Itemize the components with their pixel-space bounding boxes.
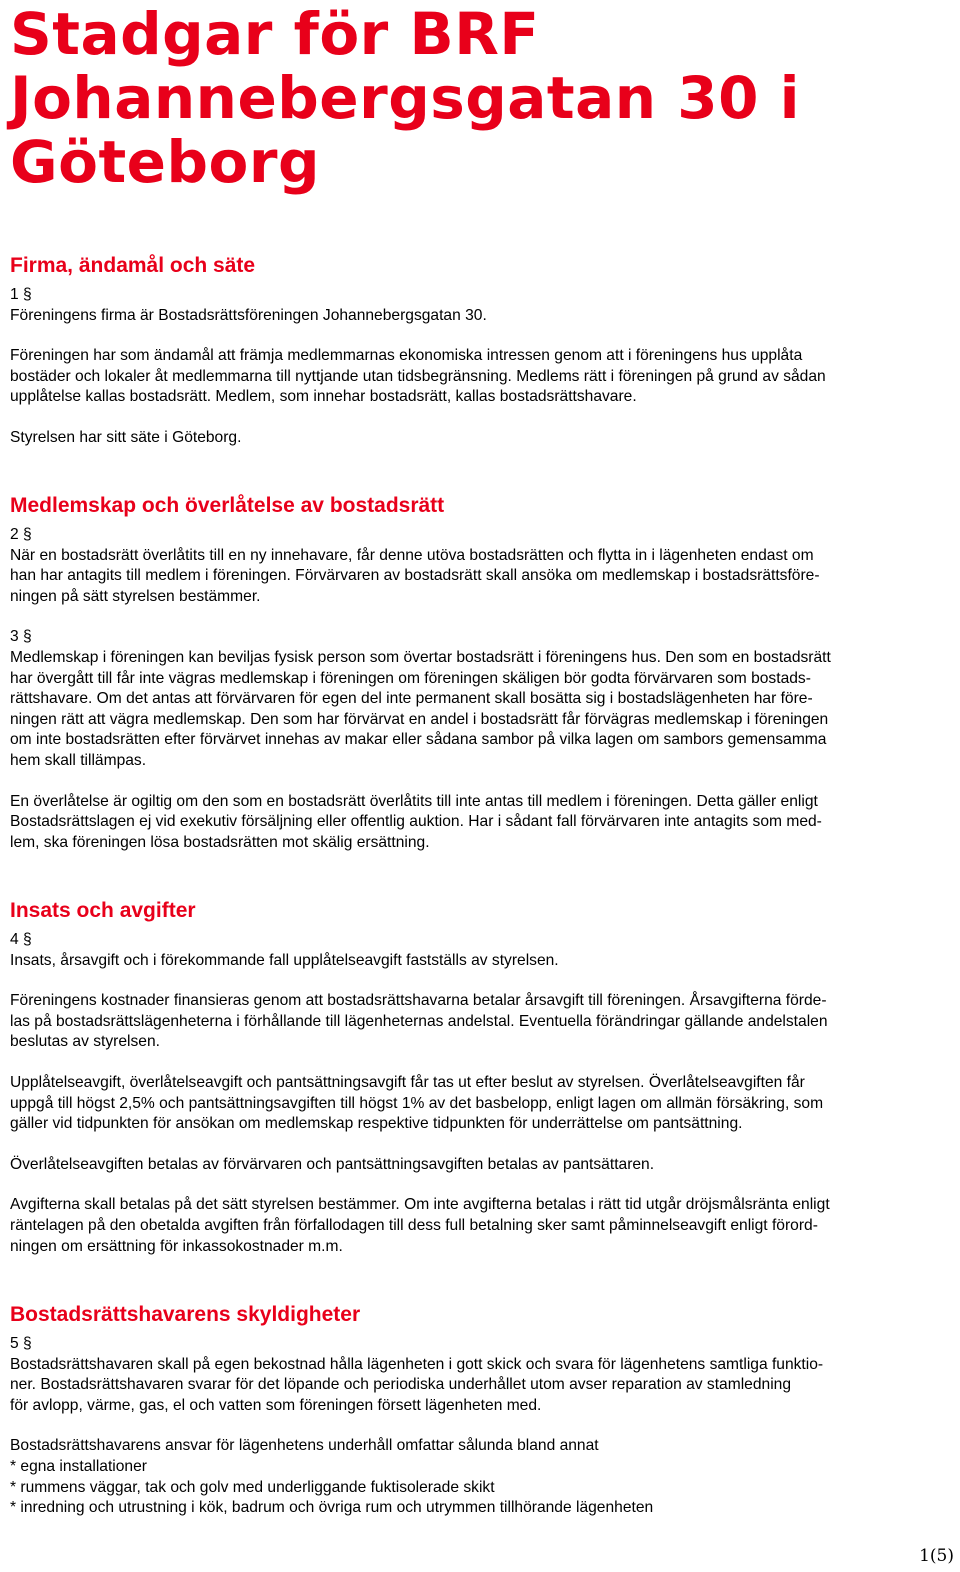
section-heading: Firma, ändamål och säte: [10, 254, 256, 277]
paragraph: 4 § Insats, årsavgift och i förekommande fall upplåtelseavgift fastställs av styrelsen.: [10, 931, 559, 969]
section-firma: [10, 253, 952, 449]
paragraph: 5 § Bostadsrättshavaren skall på egen bekostnad hålla lägenheten i gott skick och svara för lägenhetens samtliga funktio- ner. Bostadsrättshavaren svarar för det löpande och periodiska underhållet utom avser reparation av stamledning för avlopp, värme, gas, el och vatten som föreningen försett lägenheten med.: [10, 1335, 824, 1414]
paragraph: Överlåtelseavgiften betalas av förvärvaren och pantsättningsavgiften betalas av pantsättaren.: [10, 1155, 655, 1173]
section-heading: Insats och avgifter: [10, 899, 196, 922]
paragraph: 2 § När en bostadsrätt överlåtits till en ny innehavare, får denne utöva bostadsrätten och flytta in i lägenheten endast om han har antagits till medlem i föreningen. Förvärvaren av bostadsrätt skall ansöka om medlemskap i bostadsrättsföre- ningen på sätt styrelsen bestämmer.: [10, 526, 820, 605]
paragraph: 1 § Föreningens firma är Bostadsrättsföreningen Johannebergsgatan 30.: [10, 286, 487, 324]
paragraph: Upplåtelseavgift, överlåtelseavgift och pantsättningsavgift får tas ut efter beslut av styrelsen. Överlåtelseavgiften får uppgå till högst 2,5% och pantsättningsavgiften till högst 1% av det basbelopp, enligt lagen om allmän försäkring, som gäller vid tidpunkten för ansökan om medlemskap respektive tidpunkten för underrättelse om pantsättning.: [10, 1073, 824, 1133]
paragraph: Bostadsrättshavarens ansvar för lägenhetens underhåll omfattar sålunda bland annat * egna installationer * rummens väggar, tak och golv med underliggande fuktisolerade skikt * inredning och utrustning i kök, badrum och övriga rum och utrymmen tillhörande lägenheten: [10, 1437, 654, 1517]
paragraph: Avgifterna skall betalas på det sätt styrelsen bestämmer. Om inte avgifterna betalas i rätt tid utgår dröjsmålsränta enligt räntelagen på den obetalda avgiften från förfallodagen till dess full betalning sker samt påminnelseavgift enligt förord- ningen om ersättning för inkassokostnader m.m.: [10, 1196, 830, 1255]
paragraph: Föreningen har som ändamål att främja medlemmarnas ekonomiska intressen genom att i föreningens hus upplåta bostäder och lokaler åt medlemmarna till nyttjande utan tidsbegränsning. Medlems rätt i föreningen på grund av sådan upplåtelse kallas bostadsrätt. Medlem, som innehar bostadsrätt, kallas bostadsrättshavare.: [10, 347, 826, 406]
paragraph: En överlåtelse är ogiltig om den som en bostadsrätt överlåtits till inte antas till medlem i föreningen. Detta gäller enligt Bostadsrättslagen ej vid exekutiv försäljning eller offentlig auktion. Har i sådant fall förvärvaren inte antagits som med- lem, ska föreningen lösa bostadsrätten mot skälig ersättning.: [10, 792, 822, 851]
paragraph: Styrelsen har sitt säte i Göteborg.: [10, 428, 242, 446]
paragraph: 3 § Medlemskap i föreningen kan beviljas fysisk person som övertar bostadsrätt i föreningens hus. Den som en bostadsrätt har övergått till får inte vägras medlemskap i föreningen om föreningen skäligen bör godta förvärvaren som bostads- rättshavare. Om det antas att förvärvaren för egen del inte permanent skall bosätta sig i bostadslägenheten har före- ningen rätt att vägra medlemskap. Den som har förvärvat en andel i bostadsrätt får förvägras medlemskap i föreningen om inte bostadsrätten efter förvärvet innehas av makar eller sådana sambor på vilka lagen om sambors gemensamma hem skall tillämpas.: [10, 628, 831, 769]
section-medlemskap: [10, 493, 952, 853]
document-title: Stadgar för BRF Johannebergsgatan 30 i Göteborg: [10, 0, 801, 196]
section-heading: Bostadsrättshavarens skyldigheter: [10, 1303, 361, 1326]
section-heading: Medlemskap och överlåtelse av bostadsrätt: [10, 494, 445, 517]
paragraph: Föreningens kostnader finansieras genom att bostadsrättshavarna betalar årsavgift till föreningen. Årsavgifterna förde- las på bostadsrättslägenheterna i förhållande till lägenheternas andelstal. Eventuella förändringar gällande andelstalen beslutas av styrelsen.: [10, 992, 828, 1051]
section-skyldigheter: [10, 1302, 952, 1519]
document-page: [10, 0, 952, 1517]
section-insats: [10, 898, 952, 1257]
page-number: 1(5): [919, 1546, 954, 1566]
